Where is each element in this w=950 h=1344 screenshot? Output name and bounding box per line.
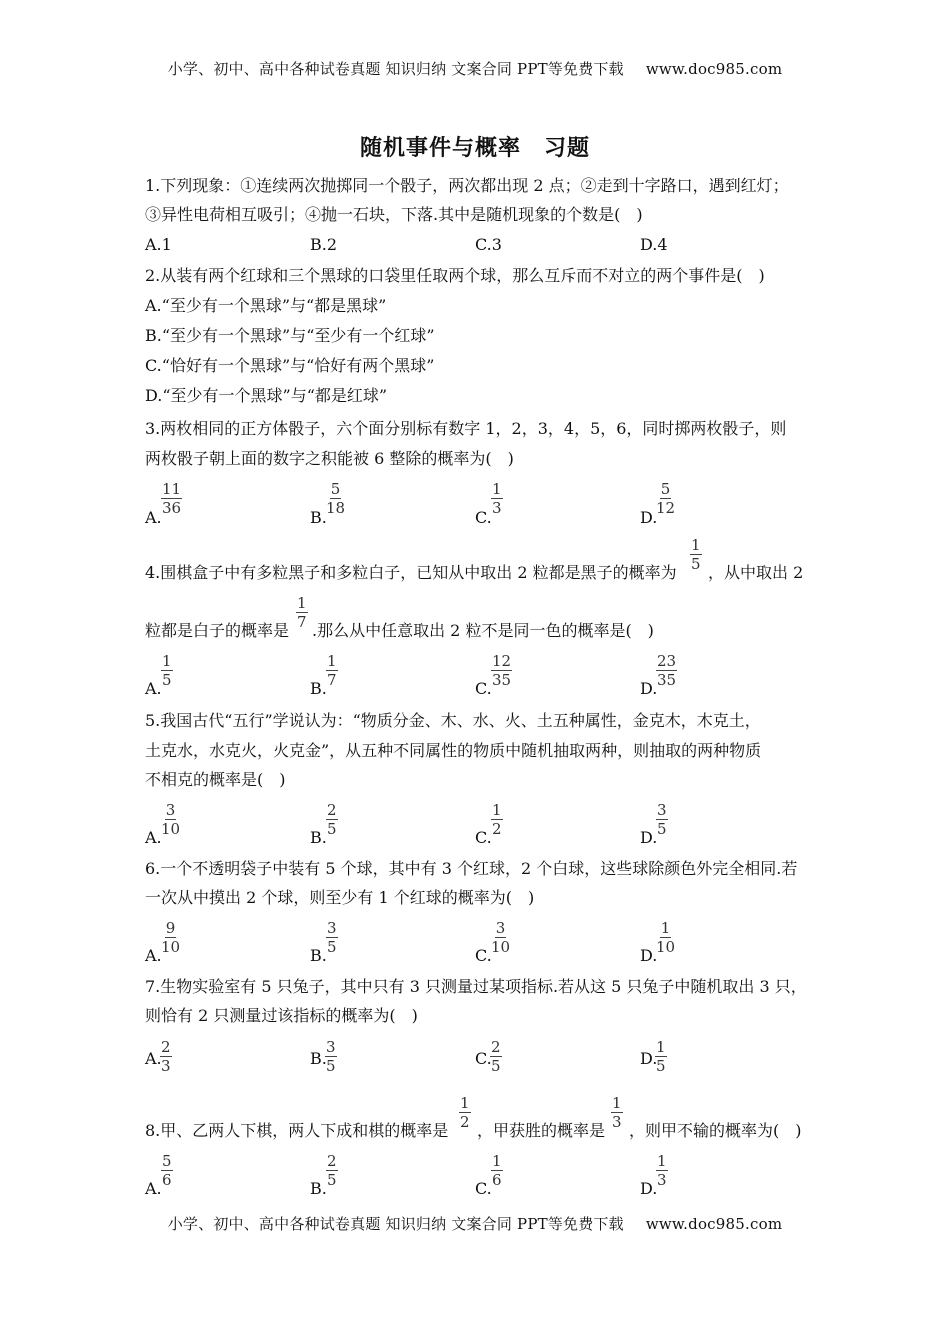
q1-option-b: B.2: [310, 235, 338, 254]
q8-option-b-label: B.: [310, 1179, 327, 1198]
page-title: 随机事件与概率 习题: [359, 135, 590, 161]
q6-option-d-label: D.: [640, 946, 658, 965]
q7-option-d-label: D.: [640, 1049, 658, 1068]
q4-inline-fraction-1: $\frac{1}{5}$: [691, 536, 701, 573]
q6-option-d-fraction: $\frac{1}{10}$: [656, 919, 676, 956]
q7-option-d-fraction: $\frac{1}{5}$: [656, 1038, 666, 1075]
q5-option-c-fraction: $\frac{1}{2}$: [492, 801, 502, 838]
q1-line1: 1.下列现象：①连续两次抛掷同一个骰子，两次都出现 2 点；②走到十字路口，遇到红灯；: [145, 176, 789, 195]
q7-line1: 7.生物实验室有 5 只兔子，其中只有 3 只测量过某项指标.若从这 5 只兔子中随机取出 3 只，: [145, 977, 807, 996]
q4-option-d-fraction: $\frac{23}{35}$: [657, 652, 677, 689]
q2-option-a: A.“至少有一个黑球”与“都是黑球”: [145, 296, 387, 315]
q3-option-a-label: A.: [145, 508, 162, 527]
q6-option-a-label: A.: [145, 946, 162, 965]
q3-option-d-label: D.: [640, 508, 658, 527]
q8-option-d-label: D.: [640, 1179, 658, 1198]
q2-option-d: D.“至少有一个黑球”与“都是红球”: [145, 386, 388, 405]
q2-line1: 2.从装有两个红球和三个黑球的口袋里任取两个球，那么互斥而不对立的两个事件是( ): [145, 266, 765, 285]
q1-option-a: A.1: [145, 235, 172, 254]
q4-option-b-fraction: $\frac{1}{7}$: [327, 652, 337, 689]
q3-option-c-label: C.: [475, 508, 492, 527]
q4-option-c-label: C.: [475, 679, 492, 698]
q7-option-a-label: A.: [145, 1049, 162, 1068]
header-text: 小学、初中、高中各种试卷真题 知识归纳 文案合同 PPT等免费下载: [167, 60, 624, 78]
q2-option-c: C.“恰好有一个黑球”与“恰好有两个黑球”: [145, 356, 435, 375]
q5-option-d-label: D.: [640, 828, 658, 847]
header-url[interactable]: www.doc985.com: [645, 60, 783, 78]
q3-line2: 两枚骰子朝上面的数字之积能被 6 整除的概率为( ): [145, 449, 514, 468]
q1-option-c: C.3: [475, 235, 502, 254]
q7-option-b-fraction: $\frac{3}{5}$: [326, 1038, 336, 1075]
q6-option-b-fraction: $\frac{3}{5}$: [327, 919, 337, 956]
q8-option-c-fraction: $\frac{1}{6}$: [492, 1152, 502, 1189]
q5-option-a-fraction: $\frac{3}{10}$: [161, 801, 181, 838]
q5-option-a-label: A.: [145, 828, 162, 847]
q4-option-a-fraction: $\frac{1}{5}$: [162, 652, 172, 689]
q8-line1-part1: 8.甲、乙两人下棋，两人下成和棋的概率是: [145, 1121, 449, 1140]
q1-option-d: D.4: [640, 235, 668, 254]
q8-option-d-fraction: $\frac{1}{3}$: [657, 1152, 667, 1189]
q5-line1: 5.我国古代“五行”学说认为：“物质分金、木、水、火、土五种属性，金克木，木克土，: [145, 711, 761, 730]
q6-option-c-label: C.: [475, 946, 492, 965]
q8-inline-fraction-1: $\frac{1}{2}$: [460, 1094, 470, 1131]
q8-inline-fraction-2: $\frac{1}{3}$: [612, 1094, 622, 1131]
q1-line2: ③异性电荷相互吸引；④抛一石块，下落.其中是随机现象的个数是( ): [145, 205, 643, 224]
q7-line2: 则恰有 2 只测量过该指标的概率为( ): [145, 1006, 418, 1025]
q8-line1-part3: ，则甲不输的概率为( ): [629, 1121, 802, 1140]
q7-option-a-fraction: $\frac{2}{3}$: [161, 1038, 171, 1075]
q8-option-a-label: A.: [145, 1179, 162, 1198]
q5-option-b-label: B.: [310, 828, 327, 847]
footer-url[interactable]: www.doc985.com: [645, 1215, 783, 1233]
q3-option-c-fraction: $\frac{1}{3}$: [492, 480, 502, 517]
q5-option-c-label: C.: [475, 828, 492, 847]
q8-line1-part2: ，甲获胜的概率是: [477, 1121, 606, 1140]
q7-option-c-label: C.: [475, 1049, 492, 1068]
q3-line1: 3.两枚相同的正方体骰子，六个面分别标有数字 1，2，3，4，5，6，同时掷两枚骰子，则: [145, 419, 787, 438]
page-header: [0, 58, 950, 79]
q3-option-b-fraction: $\frac{5}{18}$: [326, 480, 346, 517]
q7-option-b-label: B.: [310, 1049, 327, 1068]
q4-option-a-label: A.: [145, 679, 162, 698]
q7-option-c-fraction: $\frac{2}{5}$: [491, 1038, 501, 1075]
q6-line1: 6.一个不透明袋子中装有 5 个球，其中有 3 个红球，2 个白球，这些球除颜色外完全相同.若: [145, 859, 798, 878]
q6-line2: 一次从中摸出 2 个球，则至少有 1 个红球的概率为( ): [145, 888, 535, 907]
q8-option-a-fraction: $\frac{5}{6}$: [162, 1152, 172, 1189]
q5-line3: 不相克的概率是( ): [145, 770, 286, 789]
q4-line1-part1: 4.围棋盒子中有多粒黑子和多粒白子，已知从中取出 2 粒都是黑子的概率为: [145, 563, 677, 582]
q4-option-c-fraction: $\frac{12}{35}$: [492, 652, 512, 689]
q5-option-d-fraction: $\frac{3}{5}$: [657, 801, 667, 838]
q2-option-b: B.“至少有一个黑球”与“至少有一个红球”: [145, 326, 435, 345]
q4-line1-part2: ，从中取出 2: [708, 563, 804, 582]
q4-line2-part1: 粒都是白子的概率是: [145, 621, 290, 640]
page-footer: [0, 1213, 950, 1234]
q4-option-b-label: B.: [310, 679, 327, 698]
q4-option-d-label: D.: [640, 679, 658, 698]
q5-option-b-fraction: $\frac{2}{5}$: [327, 801, 337, 838]
q3-option-d-fraction: $\frac{5}{12}$: [656, 480, 676, 517]
q5-line2: 土克水，水克火，火克金”，从五种不同属性的物质中随机抽取两种，则抽取的两种物质: [145, 741, 762, 760]
q3-option-b-label: B.: [310, 508, 327, 527]
q6-option-c-fraction: $\frac{3}{10}$: [491, 919, 511, 956]
q6-option-b-label: B.: [310, 946, 327, 965]
q3-option-a-fraction: $\frac{11}{36}$: [162, 480, 182, 517]
q8-option-b-fraction: $\frac{2}{5}$: [327, 1152, 337, 1189]
q4-inline-fraction-2: $\frac{1}{7}$: [297, 594, 307, 631]
footer-text: 小学、初中、高中各种试卷真题 知识归纳 文案合同 PPT等免费下载: [167, 1215, 624, 1233]
q8-option-c-label: C.: [475, 1179, 492, 1198]
q6-option-a-fraction: $\frac{9}{10}$: [161, 919, 181, 956]
q4-line2-part2: .那么从中任意取出 2 粒不是同一色的概率是( ): [312, 621, 654, 640]
